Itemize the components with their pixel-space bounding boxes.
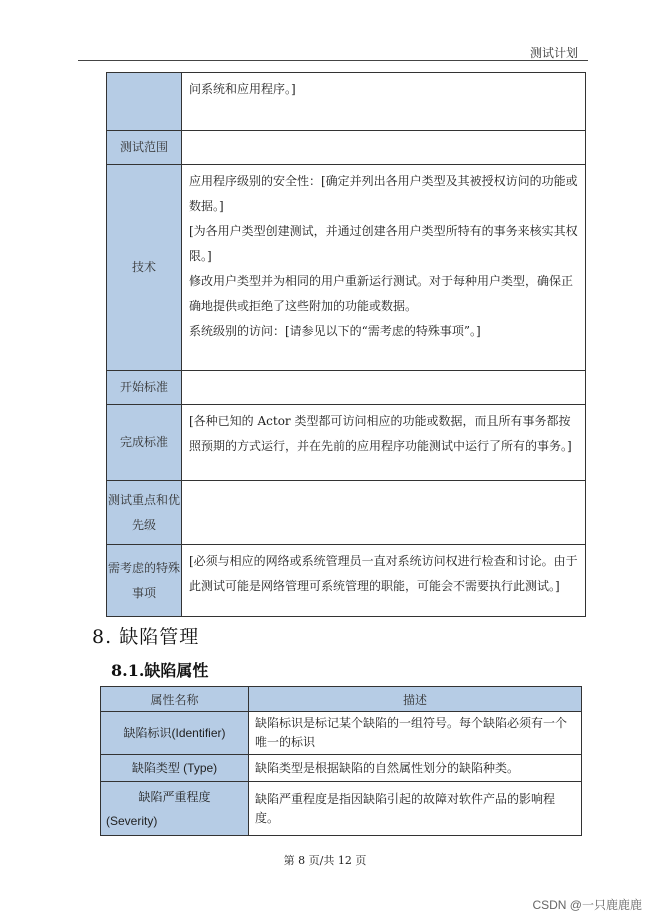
row-label-start-criteria: 开始标准 (107, 371, 182, 405)
content-line: [为各用户类型创建测试，并通过创建各用户类型所特有的事务来核实其权限。] (189, 224, 578, 263)
attr-desc: 缺陷标识是标记某个缺陷的一组符号。每个缺陷必须有一个唯一的标识 (249, 712, 582, 755)
table-row (101, 712, 582, 755)
header-title: 测试计划 (529, 46, 578, 60)
row-label (107, 73, 182, 131)
content-line: [各种已知的 Actor 类型都可访问相应的功能或数据，而且所有事务都按照预期的方式运行，并在先前的应用程序功能测试中运行了所有的事务。] (189, 414, 572, 453)
attr-desc: 缺陷类型是根据缺陷的自然属性划分的缺陷种类。 (249, 755, 582, 782)
attr-name-line: (Severity) (106, 813, 158, 828)
row-label-special-considerations: 需考虑的特殊事项 (107, 545, 182, 617)
page-footer: 第 8 页/共 12 页 (283, 854, 367, 867)
row-content (182, 545, 586, 617)
defect-attributes-table (100, 686, 582, 836)
page-header (0, 0, 650, 60)
table-row (107, 73, 586, 131)
section-title: 缺陷管理 (119, 626, 200, 648)
table-row (107, 131, 586, 165)
column-header: 描述 (249, 687, 582, 712)
attr-desc: 缺陷严重程度是指因缺陷引起的故障对软件产品的影响程度。 (249, 782, 582, 836)
attr-name: 缺陷标识(Identifier) (101, 712, 249, 755)
attr-name (101, 782, 249, 836)
table-row (107, 545, 586, 617)
table-row (107, 165, 586, 371)
content-line: 修改用户类型并为相同的用户重新运行测试。对于每种用户类型，确保正确地提供或拒绝了这些附加的功能或数据。 (189, 274, 574, 313)
table-row (101, 755, 582, 782)
table-header-row (101, 687, 582, 712)
table-row (101, 782, 582, 836)
section-heading (92, 622, 199, 649)
table-row (107, 371, 586, 405)
row-label-focus-priority: 测试重点和优先级 (107, 481, 182, 545)
content-line: [必须与相应的网络或系统管理员一直对系统访问权进行检查和讨论。由于此测试可能是网络管理可系统管理的职能，可能会不需要执行此测试。] (189, 554, 578, 593)
table-row (107, 405, 586, 481)
row-label-completion-criteria: 完成标准 (107, 405, 182, 481)
table-row (107, 481, 586, 545)
content-line: 应用程序级别的安全性：[确定并列出各用户类型及其被授权访问的功能或数据。] (189, 174, 578, 213)
row-content (182, 371, 586, 405)
subsection-title: 缺陷属性 (144, 661, 209, 680)
section-number: 8. (92, 626, 113, 648)
header-rule (78, 60, 588, 61)
row-content (182, 73, 586, 131)
subsection-number: 8.1. (111, 661, 145, 680)
column-header: 属性名称 (101, 687, 249, 712)
subsection-heading (111, 658, 208, 681)
row-content (182, 405, 586, 481)
test-plan-table (106, 72, 586, 617)
row-content (182, 481, 586, 545)
content-line: 问系统和应用程序。] (189, 82, 296, 96)
row-content (182, 131, 586, 165)
watermark: CSDN @一只鹿鹿鹿 (532, 898, 642, 912)
content-line: 系统级别的访问：[请参见以下的“需考虑的特殊事项”。] (189, 324, 481, 338)
row-label-technique: 技术 (107, 165, 182, 371)
attr-name-line: 缺陷严重程度 (138, 789, 211, 804)
row-content (182, 165, 586, 371)
attr-name: 缺陷类型 (Type) (101, 755, 249, 782)
row-label-test-scope: 测试范围 (107, 131, 182, 165)
